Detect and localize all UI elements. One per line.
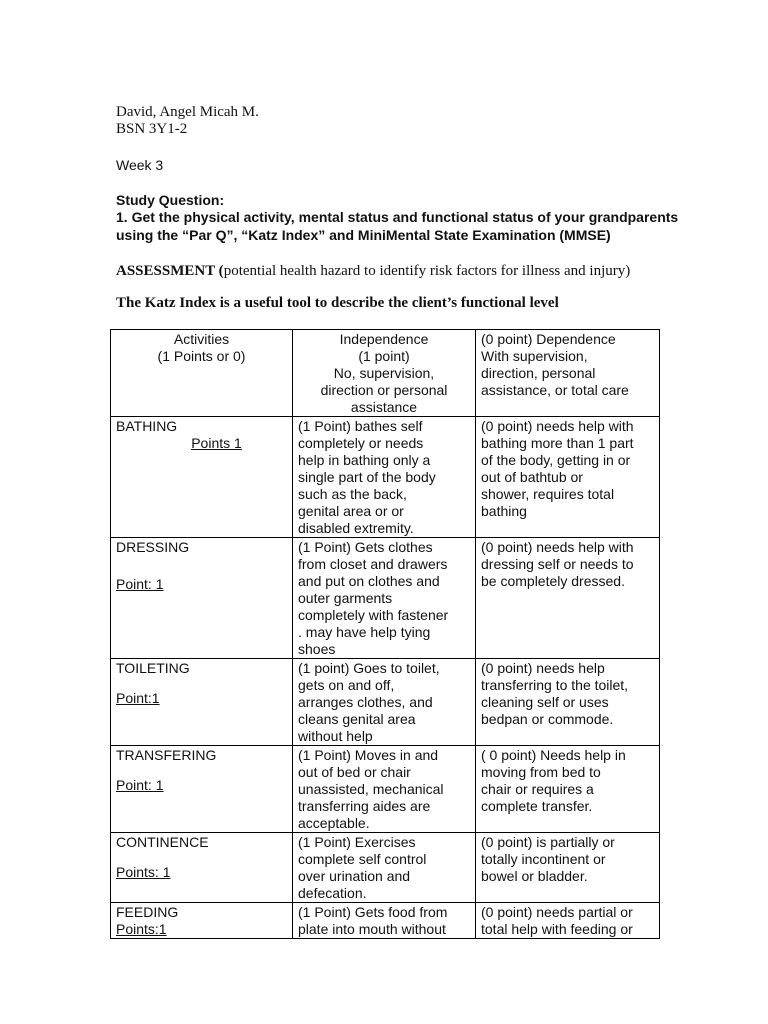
independence-line: (1 Point) Gets food from [298, 904, 448, 920]
activity-points: Point: 1 [116, 777, 164, 793]
dependence-cell [476, 538, 660, 659]
dependence-line: (0 point) needs help with [481, 418, 634, 434]
dependence-line: (0 point) needs help with [481, 539, 634, 555]
independence-line: out of bed or chair [298, 764, 411, 780]
dependence-line: (0 point) needs help [481, 660, 605, 676]
independence-line: over urination and [298, 868, 411, 884]
student-name: David, Angel Micah M. [116, 104, 259, 120]
independence-line: unassisted, mechanical [298, 781, 444, 797]
dependence-line: chair or requires a [481, 781, 594, 797]
katz-index-table [110, 329, 660, 939]
header-activities [111, 330, 293, 417]
activity-points: Point: 1 [116, 576, 164, 592]
katz-heading: The Katz Index is a useful tool to describe the client’s functional level [116, 295, 559, 311]
activity-cell [111, 659, 293, 746]
dependence-line: bathing [481, 503, 527, 519]
header-independence [293, 330, 476, 417]
activity-points: Points: 1 [116, 864, 171, 880]
independence-line: disabled extremity. [298, 520, 414, 536]
independence-cell [293, 833, 476, 903]
independence-line: genital area or or [298, 503, 404, 519]
header-dependence-desc: With supervision, [481, 348, 588, 364]
dependence-line: shower, requires total [481, 486, 615, 502]
activity-name: TOILETING [116, 660, 190, 676]
dependence-line: bathing more than 1 part [481, 435, 634, 451]
assessment-text: potential health hazard to identify risk factors for illness and injury) [223, 263, 631, 279]
student-course: BSN 3Y1-2 [116, 121, 188, 137]
independence-line: gets on and off, [298, 677, 395, 693]
table-row-dressing [111, 538, 660, 659]
activity-cell [111, 417, 293, 538]
header-independence-desc: direction or personal [320, 382, 448, 398]
header-dependence-desc: assistance, or total care [481, 382, 629, 398]
independence-line: from closet and drawers [298, 556, 448, 572]
independence-cell [293, 417, 476, 538]
dependence-line: (0 point) needs partial or [481, 904, 633, 920]
independence-line: (1 Point) Moves in and [298, 747, 439, 763]
dependence-line: bowel or bladder. [481, 868, 588, 884]
header-activities-points: (1 Points or 0) [157, 348, 246, 364]
activity-name: DRESSING [116, 539, 190, 555]
independence-line: acceptable. [298, 815, 370, 831]
independence-line: completely with fastener [298, 607, 449, 623]
dependence-line: totally incontinent or [481, 851, 606, 867]
dependence-line: (0 point) is partially or [481, 834, 615, 850]
independence-line: (1 Point) Gets clothes [298, 539, 433, 555]
independence-cell [293, 903, 476, 939]
activity-cell [111, 833, 293, 903]
independence-line: defecation. [298, 885, 367, 901]
study-question-line-2: using the “Par Q”, “Katz Index” and MiniMental State Examination (MMSE) [116, 227, 611, 243]
table-row-bathing [111, 417, 660, 538]
independence-line: help in bathing only a [298, 452, 431, 468]
activity-cell [111, 538, 293, 659]
independence-line: arranges clothes, and [298, 694, 433, 710]
independence-line: (1 Point) Exercises [298, 834, 416, 850]
independence-cell [293, 659, 476, 746]
independence-line: (1 point) Goes to toilet, [298, 660, 440, 676]
dependence-line: of the body, getting in or [481, 452, 631, 468]
dependence-line: moving from bed to [481, 764, 601, 780]
week-label: Week 3 [116, 157, 164, 173]
assessment-line [116, 263, 630, 280]
table-header-row [111, 330, 660, 417]
header-independence-desc: assistance [350, 399, 418, 415]
header-dependence-title: (0 point) Dependence [481, 331, 616, 347]
dependence-cell [476, 659, 660, 746]
header-dependence-desc: direction, personal [481, 365, 596, 381]
dependence-line: ( 0 point) Needs help in [481, 747, 626, 763]
table-row-continence [111, 833, 660, 903]
activity-cell [111, 746, 293, 833]
independence-line: plate into mouth without [298, 921, 446, 937]
activity-points: Points:1 [116, 921, 167, 937]
dependence-line: be completely dressed. [481, 573, 625, 589]
independence-line: and put on clothes and [298, 573, 440, 589]
study-question-label: Study Question: [116, 192, 225, 208]
independence-line: cleans genital area [298, 711, 416, 727]
independence-line: outer garments [298, 590, 393, 606]
independence-line: (1 Point) bathes self [298, 418, 423, 434]
independence-line: . may have help tying [298, 624, 431, 640]
header-independence-title: Independence [339, 331, 429, 347]
activity-cell [111, 903, 293, 939]
dependence-line: out of bathtub or [481, 469, 583, 485]
table-row-feeding [111, 903, 660, 939]
header-activities-title: Activities [173, 331, 230, 347]
activity-name: TRANSFERING [116, 747, 217, 763]
dependence-line: complete transfer. [481, 798, 593, 814]
activity-name: FEEDING [116, 904, 179, 920]
independence-line: completely or needs [298, 435, 424, 451]
independence-line: complete self control [298, 851, 427, 867]
header-dependence [476, 330, 660, 417]
dependence-line: transferring to the toilet, [481, 677, 629, 693]
study-question-line-1: 1. Get the physical activity, mental status and functional status of your grandparents [116, 209, 679, 225]
independence-line: single part of the body [298, 469, 436, 485]
dependence-line: dressing self or needs to [481, 556, 634, 572]
activity-points-text: Points 1 [191, 435, 242, 451]
header-independence-desc: No, supervision, [333, 365, 435, 381]
table-row-toileting [111, 659, 660, 746]
activity-points [116, 435, 287, 452]
independence-line: shoes [298, 641, 336, 657]
dependence-cell [476, 833, 660, 903]
independence-line: transferring aides are [298, 798, 431, 814]
activity-name: BATHING [116, 418, 178, 434]
dependence-line: total help with feeding or [481, 921, 633, 937]
dependence-cell [476, 746, 660, 833]
dependence-line: bedpan or commode. [481, 711, 614, 727]
activity-name: CONTINENCE [116, 834, 209, 850]
independence-cell [293, 538, 476, 659]
independence-line: without help [298, 728, 373, 744]
activity-points: Point:1 [116, 690, 160, 706]
dependence-cell [476, 417, 660, 538]
independence-cell [293, 746, 476, 833]
independence-line: such as the back, [298, 486, 407, 502]
table-row-transfering [111, 746, 660, 833]
dependence-cell [476, 903, 660, 939]
dependence-line: cleaning self or uses [481, 694, 609, 710]
assessment-label: ASSESSMENT ( [116, 263, 224, 279]
header-independence-points: (1 point) [358, 348, 410, 364]
